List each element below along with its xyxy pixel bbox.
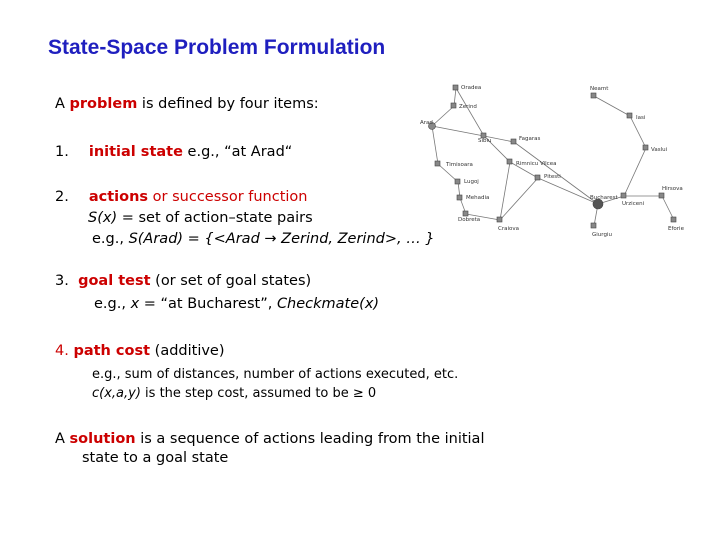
svg-text:Arad: Arad: [420, 120, 433, 126]
item-path-cost-step: c(x,a,y) is the step cost, assumed to be ≥ 0: [92, 386, 377, 401]
svg-text:Iasi: Iasi: [636, 115, 646, 121]
item-actions-example: e.g., S(Arad) = {<Arad → Zerind, Zerind>, … }: [92, 231, 435, 247]
item-goal-test: 3. goal test (or set of goal states): [55, 273, 312, 289]
svg-text:Vaslui: Vaslui: [651, 147, 668, 153]
slide-title: State-Space Problem Formulation: [48, 36, 386, 59]
svg-text:Giurgiu: Giurgiu: [592, 232, 612, 238]
item-path-cost: 4. path cost (additive): [55, 343, 225, 359]
problem-term: problem: [69, 96, 138, 112]
svg-text:Timisoara: Timisoara: [446, 162, 473, 168]
svg-text:Eforie: Eforie: [668, 226, 684, 232]
item-goal-test-example: e.g., x = “at Bucharest”, Checkmate(x): [94, 296, 380, 312]
intro-line: A problem is defined by four items:: [55, 96, 319, 112]
svg-text:Oradea: Oradea: [461, 85, 482, 91]
svg-text:Rimnicu Vilcea: Rimnicu Vilcea: [516, 161, 557, 167]
svg-text:Mehadia: Mehadia: [466, 195, 490, 201]
arrow-icon: →: [264, 231, 277, 247]
svg-text:Fagaras: Fagaras: [519, 136, 541, 142]
solution-term: solution: [69, 431, 136, 447]
solution-line-2: state to a goal state: [82, 450, 229, 466]
svg-text:Sibiu: Sibiu: [478, 138, 492, 144]
solution-line: A solution is a sequence of actions leading from the initial: [55, 431, 485, 447]
svg-text:Lugoj: Lugoj: [464, 179, 479, 185]
svg-text:Pitesti: Pitesti: [544, 174, 561, 180]
item-initial-state: 1. initial state e.g., “at Arad“: [55, 144, 293, 160]
svg-text:Craiova: Craiova: [498, 226, 519, 232]
map-city-labels: [420, 85, 685, 238]
svg-text:Hirsova: Hirsova: [662, 186, 683, 192]
svg-text:Urziceni: Urziceni: [622, 201, 645, 207]
item-actions-def: S(x) = set of action–state pairs: [88, 210, 313, 226]
item-actions: 2. actions or successor function: [55, 189, 308, 205]
romania-map: [418, 78, 700, 248]
item-path-cost-example: e.g., sum of distances, number of actions executed, etc.: [92, 367, 459, 382]
svg-text:Neamt: Neamt: [590, 86, 609, 92]
svg-text:Zerind: Zerind: [459, 104, 477, 110]
svg-text:Dobreta: Dobreta: [458, 217, 481, 223]
svg-text:Bucharest: Bucharest: [590, 195, 618, 201]
